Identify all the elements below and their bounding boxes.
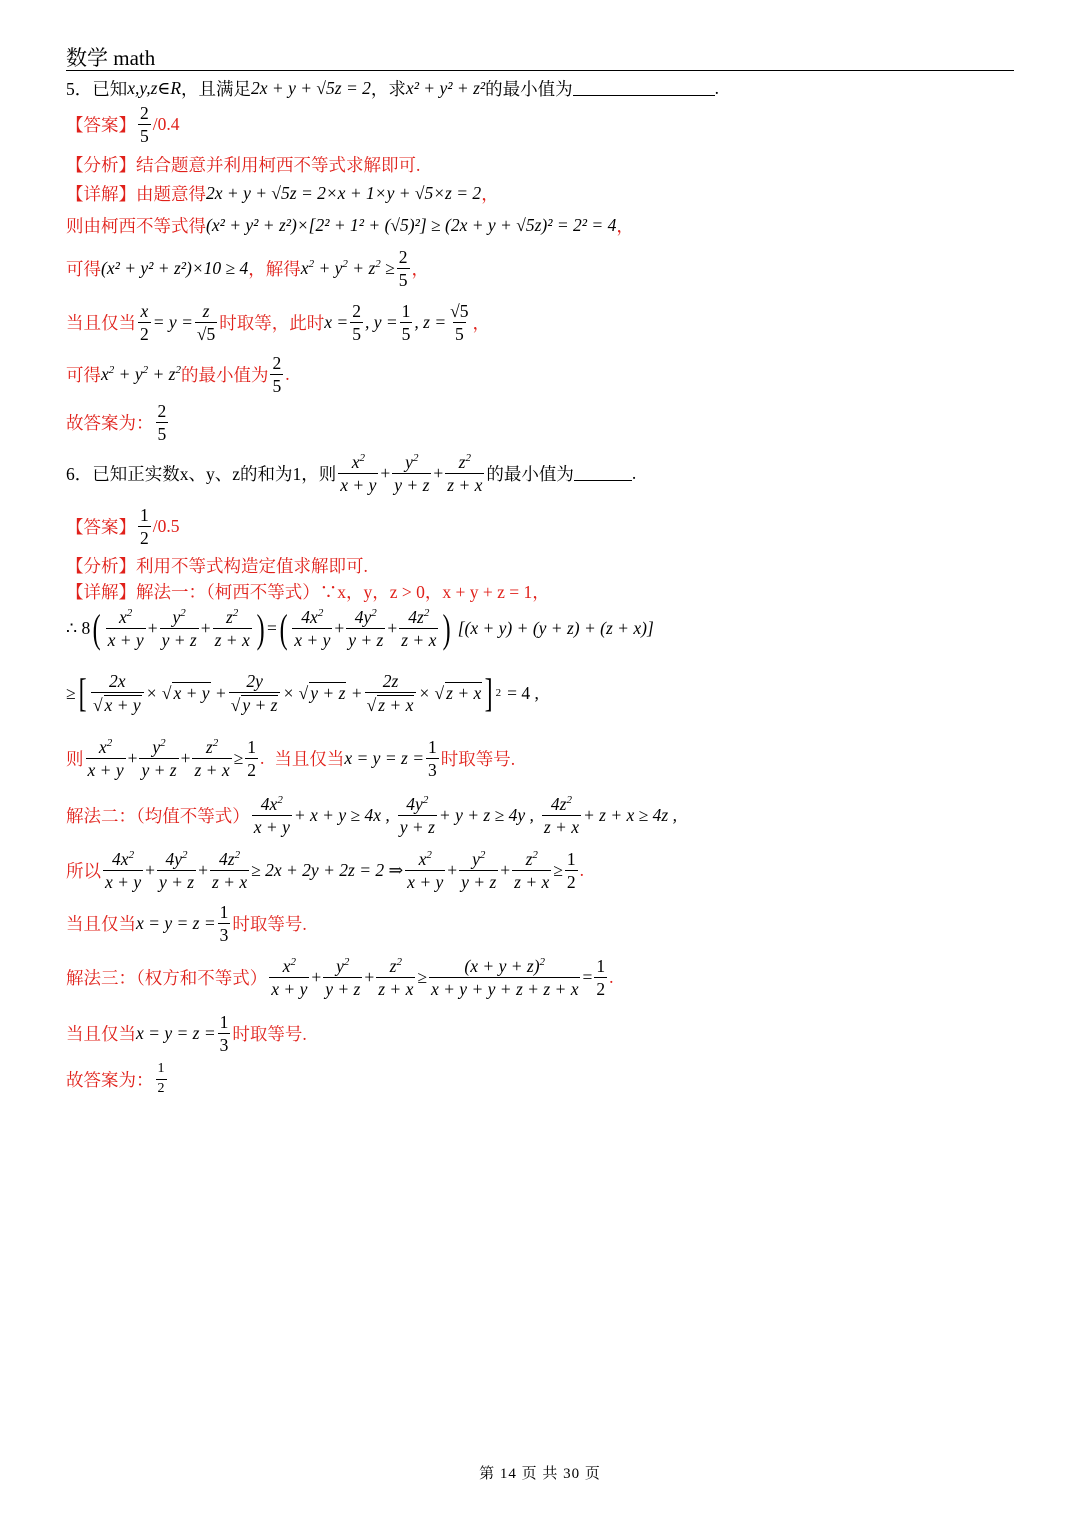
q5-detail-3: 可得 (x² + y² + z²)×10 ≥ 4 ，解得 $x^2 + y^2 + z^2$ ≥ $\frac{2}{5}$ ，	[66, 247, 429, 291]
page-footer: 第 14 页 共 30 页	[479, 1466, 601, 1482]
q6-method3: 解法三：（权方和不等式） $\frac{x^2}{x + y}$ + $\frac{y^2}{y + z}$ + $\frac{z^2}{z + x}$ ≥ $\frac{(x + y + z)^2}{x + y + y + z + z + x}$ = $\frac{1}{2}$ .	[66, 956, 614, 1000]
answer-blank	[573, 81, 715, 96]
q6-method2: 解法二：（均值不等式） $\frac{4x^2}{x + y}$ + x + y ≥ 4x , $\frac{4y^2}{y + z}$ + y + z ≥ 4y , $\frac{4z^2}{z + x}$ + z + x ≥ 4z ,	[66, 794, 677, 838]
q6-answer: 【答案】 $\frac{1}{2}$ /0.5	[66, 505, 180, 549]
q6-cauchy-2: ≥ [ $\frac{2x}{√ x + y}$ × √ x + y + $\frac{2y}{√ y + z}$ × √ y + z + $\frac{2z}{√ z + x}$ × √ z + x ] 2 = 4 ,	[66, 670, 539, 716]
q6-analysis: 【分析】 利用不等式构造定值求解即可.	[66, 556, 368, 576]
q5-detail-4: 当且仅当 $\frac{x}{2}$ = y = $\frac{z}{√5}$ 时取等，此时 x = $\frac{2}{5}$ , y = $\frac{1}{5}$ , z = $\frac{√5}{5}$ ，	[66, 301, 491, 345]
page-header: 数学 math	[66, 46, 156, 70]
q5-stem: 5． 已知 x,y,z∈R ，且满足 2x + y + √5z = 2 ，求 x² + y² + z² 的最小值为 .	[66, 78, 719, 99]
q6-cauchy-1: ∴ 8 ( $\frac{x^2}{x + y}$ + $\frac{y^2}{y + z}$ + $\frac{z^2}{z + x}$ ) = ( $\frac{4x^2}{x + y}$ + $\frac{4y^2}{y + z}$ + $\frac{4z^2}{z + x}$ ) [(x + y) + (y + z) + (z + x)]	[66, 605, 654, 651]
q5-detail-2: 则由柯西不等式得 (x² + y² + z²)×[2² + 1² + (√5)²] ≥ (2x + y + √5z)² = 2² = 4 ，	[66, 215, 634, 236]
q5-detail-5: 可得 $x^2 + y^2 + z^2$ 的最小值为 $\frac{2}{5}$ .	[66, 353, 290, 397]
q6-eq-2: 当且仅当 x = y = z = $\frac{1}{3}$ 时取等号.	[66, 902, 307, 946]
q6-detail-label: 【详解】 解法一：（柯西不等式）∵x，y，z > 0，x + y + z = 1，	[66, 582, 550, 602]
q6-so: 所以 $\frac{4x^2}{x + y}$ + $\frac{4y^2}{y + z}$ + $\frac{4z^2}{z + x}$ ≥ 2x + 2y + 2z = 2 ⇒ $\frac{x^2}{x + y}$ + $\frac{y^2}{y + z}$ + $\frac{z^2}{z + x}$ ≥ $\frac{1}{2}$ .	[66, 849, 585, 893]
q5-detail-1: 【详解】 由题意得 2x + y + √5z = 2×x + 1×y + √5×z = 2 ，	[66, 183, 499, 204]
q6-final: 故答案为： $\frac{1}{2}$	[66, 1061, 165, 1096]
header-rule	[66, 70, 1014, 71]
q5-analysis: 【分析】 结合题意并利用柯西不等式求解即可.	[66, 155, 421, 175]
q6-stem: 6． 已知正实数x、y、z的和为1，则 $\frac{x^2}{x + y}$ + $\frac{y^2}{y + z}$ + $\frac{z^2}{z + x}$ 的最小值为 .	[66, 452, 637, 496]
q5-answer: 【答案】 $\frac{2}{5}$ /0.4	[66, 103, 180, 147]
answer-blank	[574, 466, 632, 481]
q6-eq-3: 当且仅当 x = y = z = $\frac{1}{3}$ 时取等号.	[66, 1012, 307, 1056]
q5-final: 故答案为： $\frac{2}{5}$	[66, 401, 167, 445]
q6-then: 则 $\frac{x^2}{x + y}$ + $\frac{y^2}{y + z}$ + $\frac{z^2}{z + x}$ ≥ $\frac{1}{2}$ . 当且仅当 x = y = z = $\frac{1}{3}$ 时取等号.	[66, 737, 516, 781]
